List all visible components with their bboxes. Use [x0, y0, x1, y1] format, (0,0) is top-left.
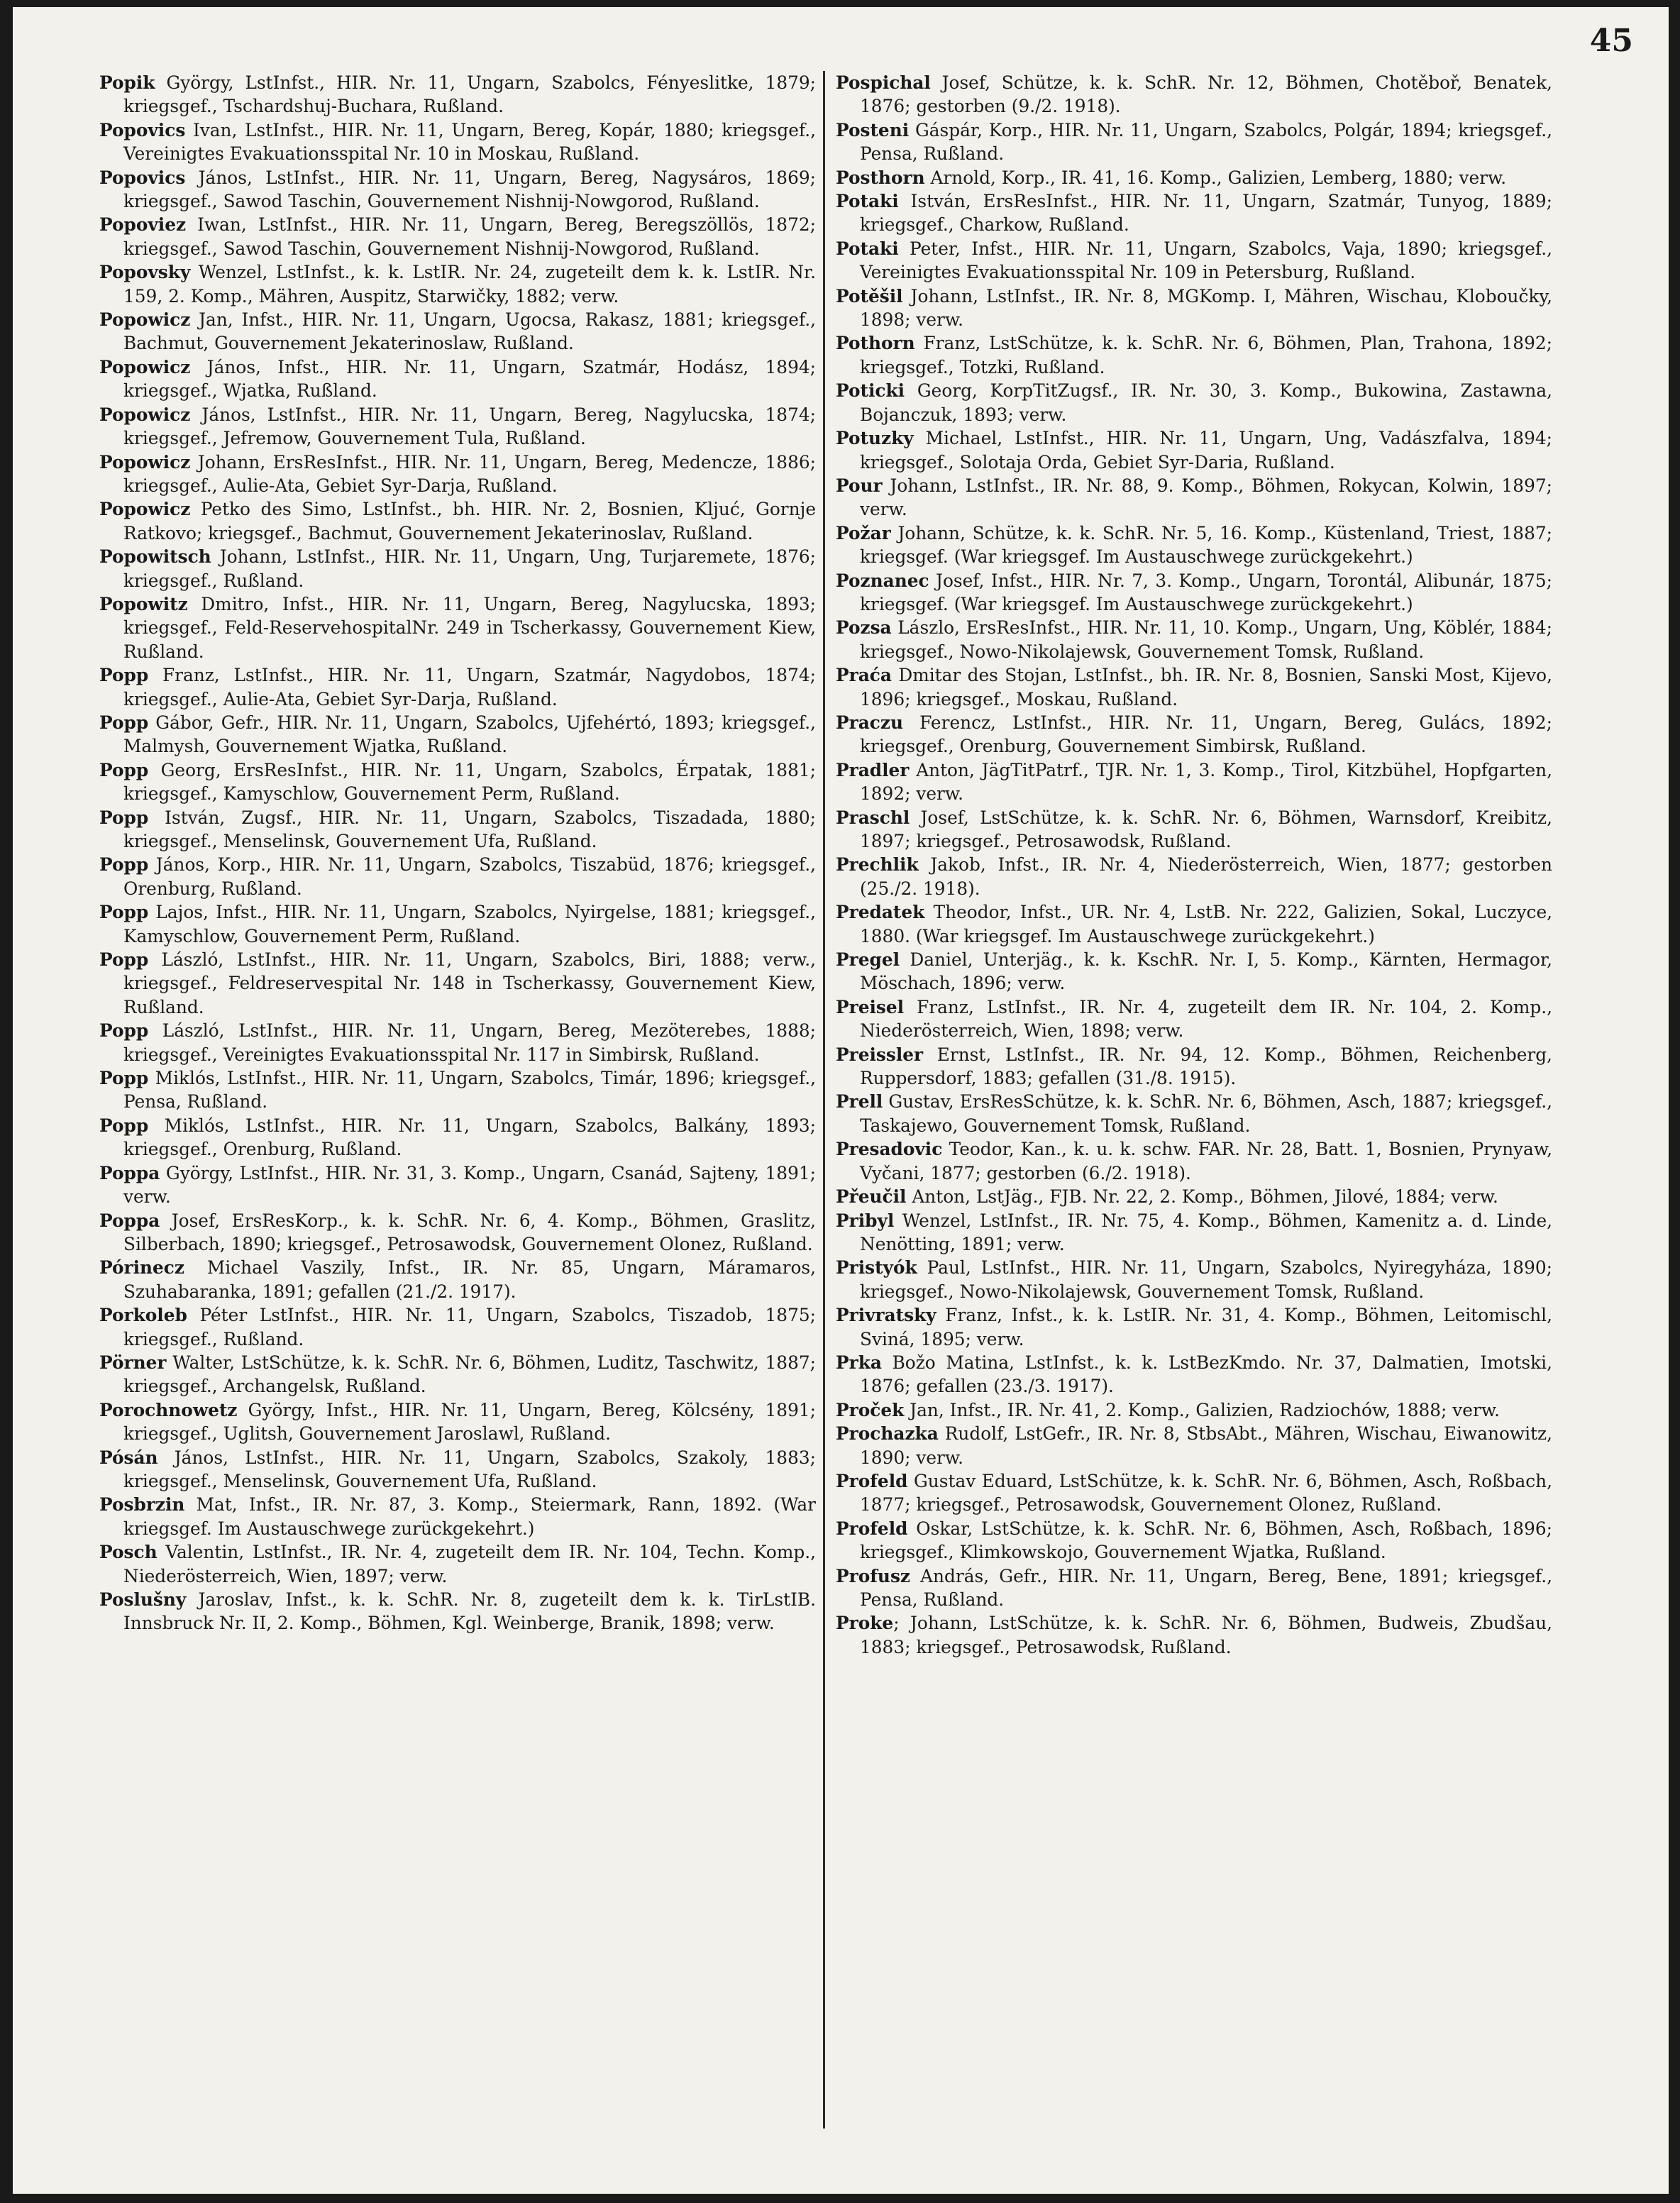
entry-surname: Potaki: [836, 238, 899, 259]
entry-surname: Potaki: [836, 191, 899, 212]
list-entry: [99, 758, 816, 806]
entry-details: Paul, LstInfst., HIR. Nr. 11, Ungarn, Szabolcs, Nyiregyháza, 1890; kriegsgef., Nowo-Nikolajewsk, Gouvernement Tomsk, Rußland.: [860, 1257, 1552, 1302]
list-entry: [99, 260, 816, 308]
entry-details: Michael Vaszily, Infst., IR. Nr. 85, Ungarn, Máramaros, Szuhabaranka, 1891; gefallen (21./2. 1917).: [123, 1257, 816, 1302]
entry-details: András, Gefr., HIR. Nr. 11, Ungarn, Bereg, Bene, 1891; kriegsgef., Pensa, Rußland.: [860, 1565, 1552, 1610]
entry-surname: Porochnowetz: [99, 1399, 238, 1420]
list-entry: [836, 853, 1552, 900]
entry-surname: Privratsky: [836, 1305, 936, 1326]
entry-surname: Popp: [99, 1115, 149, 1136]
entry-surname: Poticki: [836, 380, 905, 402]
list-entry: [836, 285, 1552, 332]
entry-details: Johann, Schütze, k. k. SchR. Nr. 5, 16. Komp., Küstenland, Triest, 1887; kriegsgef. (War kriegsgef. Im Austauschwege zurückgekehrt.): [860, 522, 1552, 568]
entry-details: Franz, LstInfst., IR. Nr. 4, zugeteilt dem IR. Nr. 104, 2. Komp., Niederösterreich, Wien, 1898; verw.: [860, 996, 1552, 1042]
entry-surname: Popp: [99, 807, 149, 828]
entry-details: Petko des Simo, LstInfst., bh. HIR. Nr. 2, Bosnien, Kljuć, Gornje Ratkovo; kriegsgef., Bachmut, Gouvernement Jekaterinoslav, Rußland.: [123, 499, 816, 543]
list-entry: [99, 1493, 816, 1540]
list-entry: [99, 711, 816, 758]
entry-details: Péter LstInfst., HIR. Nr. 11, Ungarn, Szabolcs, Tiszadob, 1875; kriegsgef., Rußland.: [123, 1305, 816, 1349]
entry-details: Dmitar des Stojan, LstInfst., bh. IR. Nr. 8, Bosnien, Sanski Most, Kijevo, 1896; kriegsgef., Moskau, Rußland.: [860, 665, 1552, 710]
entry-surname: Pradler: [836, 759, 910, 780]
list-entry: [836, 237, 1552, 285]
list-entry: [99, 806, 816, 854]
list-entry: [99, 663, 816, 711]
entry-surname: Prochazka: [836, 1423, 939, 1445]
entry-surname: Popp: [99, 949, 149, 971]
entry-details: Iwan, LstInfst., HIR. Nr. 11, Ungarn, Bereg, Beregszöllös, 1872; kriegsgef., Sawod Taschin, Gouvernement Nishnij-Nowgorod, Rußland.: [123, 214, 816, 259]
entry-details: Johann, LstInfst., IR. Nr. 8, MGKomp. I, Mähren, Wischau, Kloboučky, 1898; verw.: [860, 285, 1552, 331]
list-entry: [836, 331, 1552, 379]
list-entry: [99, 1588, 816, 1635]
list-entry: [836, 118, 1552, 166]
entry-surname: Popowicz: [99, 356, 191, 377]
list-entry: [836, 71, 1552, 118]
entry-details: Josef, ErsResKorp., k. k. SchR. Nr. 6, 4. Komp., Böhmen, Graslitz, Silberbach, 1890; kriegsgef., Petrosawodsk, Gouvernement Olonez, Rußland.: [123, 1210, 816, 1254]
entry-details: Johann, LstInfst., IR. Nr. 88, 9. Komp., Böhmen, Rokycan, Kolwin, 1897; verw.: [860, 475, 1552, 520]
entry-surname: Popowicz: [99, 451, 191, 473]
entry-details: Gustav, ErsResSchütze, k. k. SchR. Nr. 6, Böhmen, Asch, 1887; kriegsgef., Taskajewo, Gouvernement Tomsk, Rußland.: [860, 1091, 1552, 1136]
entry-details: Franz, LstInfst., HIR. Nr. 11, Ungarn, Szatmár, Nagydobos, 1874; kriegsgef., Aulie-Ata, Gebiet Syr-Darja, Rußland.: [123, 665, 816, 710]
entry-details: Josef, Schütze, k. k. SchR. Nr. 12, Böhmen, Chotěboř, Benatek, 1876; gestorben (9./2. 1918).: [860, 72, 1552, 117]
entry-details: Peter, Infst., HIR. Nr. 11, Ungarn, Szabolcs, Vaja, 1890; kriegsgef., Vereinigtes Evakuationsspital Nr. 109 in Petersburg, Rußland.: [860, 238, 1552, 283]
entry-surname: Preissler: [836, 1044, 924, 1065]
left-column: [99, 71, 816, 1635]
entry-surname: Přeučil: [836, 1186, 907, 1208]
entry-surname: Proke: [836, 1613, 894, 1634]
entry-details: Ernst, LstInfst., IR. Nr. 94, 12. Komp., Böhmen, Reichenberg, Ruppersdorf, 1883; gefallen (31./8. 1915).: [860, 1044, 1552, 1089]
entry-details: János, LstInfst., HIR. Nr. 11, Ungarn, Bereg, Nagysáros, 1869; kriegsgef., Sawod Taschin, Gouvernement Nishnij-Nowgorod, Rußland.: [123, 167, 816, 212]
entry-details: István, ErsResInfst., HIR. Nr. 11, Ungarn, Szatmár, Tunyog, 1889; kriegsgef., Charkow, Rußland.: [860, 191, 1552, 236]
list-entry: [836, 1422, 1552, 1469]
list-entry: [99, 1114, 816, 1161]
entry-details: Franz, Infst., k. k. LstIR. Nr. 31, 4. Komp., Böhmen, Leitomischl, Sviná, 1895; verw.: [860, 1305, 1552, 1349]
list-entry: [836, 616, 1552, 663]
entry-surname: Pósán: [99, 1447, 158, 1468]
list-entry: [836, 758, 1552, 806]
list-entry: [99, 1351, 816, 1398]
entry-details: János, LstInfst., HIR. Nr. 11, Ungarn, Szabolcs, Szakoly, 1883; kriegsgef., Menselinsk, Gouvernement Ufa, Rußland.: [123, 1447, 816, 1491]
column-divider: [823, 71, 825, 2129]
list-entry: [99, 1256, 816, 1303]
list-entry: [836, 1351, 1552, 1398]
list-entry: [99, 1066, 816, 1114]
entry-surname: Profusz: [836, 1565, 910, 1586]
list-entry: [99, 308, 816, 355]
entry-details: Walter, LstSchütze, k. k. SchR. Nr. 6, Böhmen, Luditz, Taschwitz, 1887; kriegsgef., Archangelsk, Rußland.: [123, 1352, 816, 1397]
list-entry: [99, 1209, 816, 1257]
entry-surname: Pregel: [836, 949, 900, 971]
list-entry: [836, 379, 1552, 426]
entry-details: Oskar, LstSchütze, k. k. SchR. Nr. 6, Böhmen, Asch, Roßbach, 1896; kriegsgef., Klimkowskojo, Gouvernement Wjatka, Rußland.: [860, 1518, 1552, 1563]
list-entry: [99, 900, 816, 948]
entry-surname: Prell: [836, 1091, 883, 1112]
entry-details: ; Johann, LstSchütze, k. k. SchR. Nr. 6, Böhmen, Budweis, Zbudšau, 1883; kriegsgef., Petrosawodsk, Rußland.: [860, 1613, 1552, 1657]
entry-details: Mat, Infst., IR. Nr. 87, 3. Komp., Steiermark, Rann, 1892. (War kriegsgef. Im Austauschwege zurückgekehrt.): [123, 1494, 816, 1539]
list-entry: [836, 1137, 1552, 1185]
entry-surname: Profeld: [836, 1518, 908, 1539]
entry-surname: Pörner: [99, 1352, 167, 1373]
entry-details: László, LstInfst., HIR. Nr. 11, Ungarn, Szabolcs, Biri, 1888; verw., kriegsgef., Feldreservespital Nr. 148 in Tscherkassy, Gouvernement Kiew, Rußland.: [123, 949, 816, 1017]
list-entry: [99, 118, 816, 166]
entry-details: Ferencz, LstInfst., HIR. Nr. 11, Ungarn, Bereg, Gulács, 1892; kriegsgef., Orenburg, Gouvernement Simbirsk, Rußland.: [860, 712, 1552, 757]
entry-details: Lászlo, ErsResInfst., HIR. Nr. 11, 10. Komp., Ungarn, Ung, Köblér, 1884; kriegsgef., Nowo-Nikolajewsk, Gouvernement Tomsk, Rußland.: [860, 617, 1552, 662]
entry-details: Miklós, LstInfst., HIR. Nr. 11, Ungarn, Szabolcs, Timár, 1896; kriegsgef., Pensa, Rußland.: [123, 1068, 816, 1112]
entry-surname: Popp: [99, 712, 149, 733]
entry-details: Arnold, Korp., IR. 41, 16. Komp., Galizien, Lemberg, 1880; verw.: [924, 167, 1507, 188]
entry-surname: Potuzky: [836, 428, 914, 449]
list-entry: [836, 166, 1552, 189]
entry-surname: Požar: [836, 522, 891, 543]
entry-surname: Posthorn: [836, 167, 925, 188]
entry-details: János, Infst., HIR. Nr. 11, Ungarn, Szatmár, Hodász, 1894; kriegsgef., Wjatka, Rußland.: [123, 356, 816, 402]
entry-surname: Profeld: [836, 1470, 908, 1491]
entry-surname: Posch: [99, 1542, 158, 1563]
entry-surname: Praća: [836, 665, 892, 686]
entry-details: Gábor, Gefr., HIR. Nr. 11, Ungarn, Szabolcs, Ujfehértó, 1893; kriegsgef., Malmysh, Gouvernement Wjatka, Rußland.: [123, 712, 816, 757]
entry-surname: Poslušny: [99, 1589, 187, 1610]
entry-details: György, LstInfst., HIR. Nr. 31, 3. Komp., Ungarn, Csanád, Sajteny, 1891; verw.: [123, 1162, 816, 1208]
entry-details: Jakob, Infst., IR. Nr. 4, Niederösterreich, Wien, 1877; gestorben (25./2. 1918).: [860, 854, 1552, 899]
entry-details: György, Infst., HIR. Nr. 11, Ungarn, Bereg, Kölcsény, 1891; kriegsgef., Uglitsh, Gouvernement Jaroslawl, Rußland.: [123, 1399, 816, 1445]
entry-details: Wenzel, LstInfst., IR. Nr. 75, 4. Komp., Böhmen, Kamenitz a. d. Linde, Nenötting, 1891; verw.: [860, 1210, 1552, 1254]
entry-details: Dmitro, Infst., HIR. Nr. 11, Ungarn, Bereg, Nagylucska, 1893; kriegsgef., Feld-ReservehospitalNr. 249 in Tscherkassy, Gouvernement Kiew, Rußland.: [123, 593, 816, 662]
entry-surname: Popp: [99, 759, 149, 780]
entry-surname: Pristyók: [836, 1257, 917, 1279]
entry-surname: Popoviez: [99, 214, 187, 236]
list-entry: [836, 1517, 1552, 1564]
entry-details: Michael, LstInfst., HIR. Nr. 11, Ungarn, Ung, Vadászfalva, 1894; kriegsgef., Solotaja Orda, Gebiet Syr-Daria, Rußland.: [860, 428, 1552, 473]
entry-surname: Popovsky: [99, 262, 191, 283]
entry-surname: Popowitz: [99, 593, 188, 614]
entry-details: Valentin, LstInfst., IR. Nr. 4, zugeteilt dem IR. Nr. 104, Techn. Komp., Niederösterreich, Wien, 1897; verw.: [123, 1542, 816, 1586]
entry-details: Rudolf, LstGefr., IR. Nr. 8, StbsAbt., Mähren, Wischau, Eiwanowitz, 1890; verw.: [860, 1423, 1552, 1468]
list-entry: [836, 806, 1552, 854]
entry-surname: Praczu: [836, 712, 903, 733]
entry-surname: Popp: [99, 902, 149, 923]
entry-details: Georg, KorpTitZugsf., IR. Nr. 30, 3. Komp., Bukowina, Zastawna, Bojanczuk, 1893; verw.: [860, 380, 1552, 425]
list-entry: [99, 213, 816, 260]
document-page: [13, 7, 1669, 2194]
list-entry: [99, 71, 816, 118]
entry-surname: Popp: [99, 854, 149, 876]
entry-surname: Popovics: [99, 167, 186, 188]
list-entry: [99, 592, 816, 663]
entry-details: Jan, Infst., HIR. Nr. 11, Ungarn, Ugocsa, Rakasz, 1881; kriegsgef., Bachmut, Gouvernement Jekaterinoslaw, Rußland.: [123, 309, 816, 354]
entry-surname: Presadovic: [836, 1139, 943, 1160]
list-entry: [836, 521, 1552, 569]
entry-details: Daniel, Unterjäg., k. k. KschR. Nr. I, 5. Komp., Kärnten, Hermagor, Möschach, 1896; verw.: [860, 949, 1552, 994]
entry-surname: Popp: [99, 1068, 149, 1089]
entry-details: István, Zugsf., HIR. Nr. 11, Ungarn, Szabolcs, Tiszadada, 1880; kriegsgef., Menselinsk, Gouvernement Ufa, Rußland.: [123, 807, 816, 851]
right-column: [836, 71, 1552, 1659]
entry-details: Wenzel, LstInfst., k. k. LstIR. Nr. 24, zugeteilt dem k. k. LstIR. Nr. 159, 2. Komp., Mähren, Auspitz, Starwičky, 1882; verw.: [123, 262, 816, 307]
list-entry: [99, 166, 816, 214]
list-entry: [836, 948, 1552, 995]
entry-details: Theodor, Infst., UR. Nr. 4, LstB. Nr. 222, Galizien, Sokal, Luczyce, 1880. (War kriegsgef. Im Austauschwege zurückgekehrt.): [860, 902, 1552, 946]
entry-surname: Posbrzin: [99, 1494, 185, 1515]
entry-surname: Popp: [99, 1020, 149, 1042]
entry-surname: Pribyl: [836, 1210, 895, 1231]
list-entry: [99, 1446, 816, 1493]
list-entry: [836, 189, 1552, 237]
list-entry: [836, 1209, 1552, 1257]
entry-surname: Preisel: [836, 996, 905, 1017]
entry-details: László, LstInfst., HIR. Nr. 11, Ungarn, Bereg, Mezöterebes, 1888; kriegsgef., Vereinigtes Evakuationsspital Nr. 117 in Simbirsk, Rußland.: [123, 1020, 816, 1065]
entry-surname: Posteni: [836, 119, 910, 140]
entry-details: Anton, JägTitPatrf., TJR. Nr. 1, 3. Komp., Tirol, Kitzbühel, Hopfgarten, 1892; verw.: [860, 759, 1552, 805]
list-entry: [836, 1564, 1552, 1612]
entry-surname: Pozsa: [836, 617, 892, 639]
entry-details: Anton, LstJäg., FJB. Nr. 22, 2. Komp., Böhmen, Jilové, 1884; verw.: [906, 1186, 1498, 1208]
entry-surname: Porkoleb: [99, 1305, 187, 1326]
list-entry: [836, 1256, 1552, 1303]
list-entry: [836, 1398, 1552, 1422]
entry-surname: Praschl: [836, 807, 910, 828]
list-entry: [99, 1161, 816, 1209]
list-entry: [99, 497, 816, 545]
entry-surname: Popowicz: [99, 404, 191, 425]
entry-surname: Popowicz: [99, 309, 191, 331]
list-entry: [99, 545, 816, 592]
list-entry: [836, 1611, 1552, 1659]
list-entry: [836, 1469, 1552, 1517]
entry-details: Jaroslav, Infst., k. k. SchR. Nr. 8, zugeteilt dem k. k. TirLstIB. Innsbruck Nr. II, 2. Komp., Böhmen, Kgl. Weinberge, Branik, 1898; verw.: [123, 1589, 816, 1634]
list-entry: [836, 711, 1552, 758]
entry-surname: Popowitsch: [99, 546, 211, 568]
list-entry: [99, 1019, 816, 1066]
entry-surname: Proček: [836, 1399, 905, 1420]
entry-details: Josef, Infst., HIR. Nr. 7, 3. Komp., Ungarn, Torontál, Alibunár, 1875; kriegsgef. (War kriegsgef. Im Austauschwege zurückgekehrt.): [860, 570, 1552, 614]
entry-surname: Pour: [836, 475, 883, 496]
entry-details: Johann, ErsResInfst., HIR. Nr. 11, Ungarn, Bereg, Medencze, 1886; kriegsgef., Aulie-Ata, Gebiet Syr-Darja, Rußland.: [123, 451, 816, 496]
entry-details: János, LstInfst., HIR. Nr. 11, Ungarn, Bereg, Nagylucska, 1874; kriegsgef., Jefremow, Gouvernement Tula, Rußland.: [123, 404, 816, 449]
list-entry: [99, 403, 816, 451]
entry-details: Franz, LstSchütze, k. k. SchR. Nr. 6, Böhmen, Plan, Trahona, 1892; kriegsgef., Totzki, Rußland.: [860, 333, 1552, 377]
list-entry: [836, 474, 1552, 521]
entry-surname: Prechlik: [836, 854, 919, 876]
entry-surname: Potěšil: [836, 285, 903, 307]
entry-surname: Popowicz: [99, 499, 191, 520]
list-entry: [836, 995, 1552, 1043]
list-entry: [99, 1398, 816, 1446]
list-entry: [836, 569, 1552, 617]
entry-surname: Popik: [99, 72, 155, 93]
entry-details: Božo Matina, LstInfst., k. k. LstBezKmdo. Nr. 37, Dalmatien, Imotski, 1876; gefallen (23./3. 1917).: [860, 1352, 1552, 1397]
entry-details: Johann, LstInfst., HIR. Nr. 11, Ungarn, Ung, Turjaremete, 1876; kriegsgef., Rußland.: [123, 546, 816, 591]
entry-details: Teodor, Kan., k. u. k. schw. FAR. Nr. 28, Batt. 1, Bosnien, Prynyaw, Vyčani, 1877; gestorben (6./2. 1918).: [860, 1139, 1552, 1183]
list-entry: [99, 451, 816, 498]
list-entry: [99, 948, 816, 1019]
entry-details: Georg, ErsResInfst., HIR. Nr. 11, Ungarn, Szabolcs, Érpatak, 1881; kriegsgef., Kamyschlow, Gouvernement Perm, Rußland.: [123, 759, 816, 805]
entry-details: Gáspár, Korp., HIR. Nr. 11, Ungarn, Szabolcs, Polgár, 1894; kriegsgef., Pensa, Rußland.: [860, 119, 1552, 165]
list-entry: [836, 663, 1552, 711]
entry-surname: Predatek: [836, 902, 925, 923]
entry-surname: Popp: [99, 665, 149, 686]
list-entry: [99, 355, 816, 403]
entry-surname: Popovics: [99, 119, 186, 140]
list-entry: [99, 1303, 816, 1351]
page-number: 45: [1589, 23, 1633, 59]
entry-details: Gustav Eduard, LstSchütze, k. k. SchR. Nr. 6, Böhmen, Asch, Roßbach, 1877; kriegsgef., Petrosawodsk, Gouvernement Olonez, Rußland.: [860, 1470, 1552, 1515]
entry-details: György, LstInfst., HIR. Nr. 11, Ungarn, Szabolcs, Fényeslitke, 1879; kriegsgef., Tschardshuj-Buchara, Rußland.: [123, 72, 816, 117]
entry-details: Miklós, LstInfst., HIR. Nr. 11, Ungarn, Szabolcs, Balkány, 1893; kriegsgef., Orenburg, Rußland.: [123, 1115, 816, 1160]
list-entry: [836, 426, 1552, 474]
entry-surname: Pórinecz: [99, 1257, 184, 1279]
entry-surname: Prka: [836, 1352, 882, 1373]
entry-details: Jan, Infst., IR. Nr. 41, 2. Komp., Galizien, Radziochów, 1888; verw.: [904, 1399, 1500, 1420]
entry-surname: Poznanec: [836, 570, 929, 591]
entry-details: Josef, LstSchütze, k. k. SchR. Nr. 6, Böhmen, Warnsdorf, Kreibitz, 1897; kriegsgef., Petrosawodsk, Rußland.: [860, 807, 1552, 851]
list-entry: [836, 1303, 1552, 1351]
entry-details: Ivan, LstInfst., HIR. Nr. 11, Ungarn, Bereg, Kopár, 1880; kriegsgef., Vereinigtes Evakuationsspital Nr. 10 in Moskau, Rußland.: [123, 119, 816, 165]
entry-details: Lajos, Infst., HIR. Nr. 11, Ungarn, Szabolcs, Nyirgelse, 1881; kriegsgef., Kamyschlow, Gouvernement Perm, Rußland.: [123, 902, 816, 946]
entry-surname: Poppa: [99, 1210, 160, 1231]
entry-details: János, Korp., HIR. Nr. 11, Ungarn, Szabolcs, Tiszabüd, 1876; kriegsgef., Orenburg, Rußland.: [123, 854, 816, 899]
entry-surname: Pospichal: [836, 72, 931, 93]
list-entry: [99, 1540, 816, 1588]
entry-surname: Pothorn: [836, 333, 915, 354]
list-entry: [99, 853, 816, 900]
list-entry: [836, 1185, 1552, 1208]
list-entry: [836, 900, 1552, 948]
entry-surname: Poppa: [99, 1162, 160, 1183]
list-entry: [836, 1090, 1552, 1137]
list-entry: [836, 1043, 1552, 1091]
